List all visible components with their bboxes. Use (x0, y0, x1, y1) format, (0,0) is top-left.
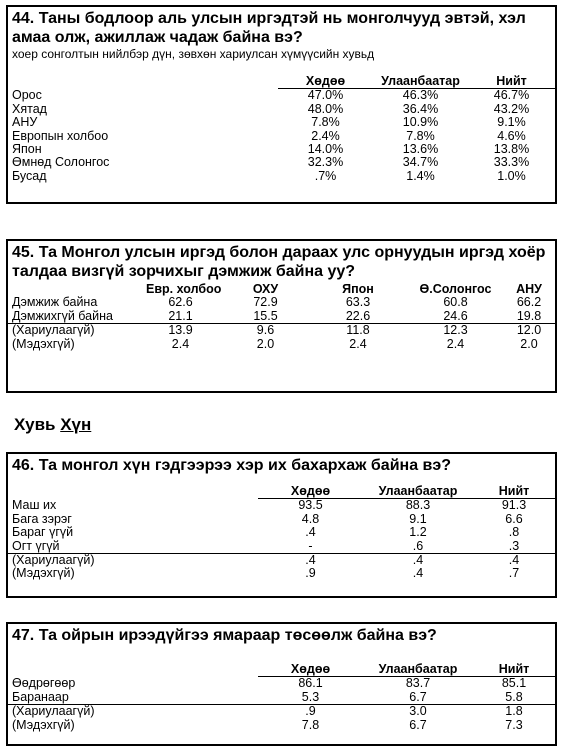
cell: 36.4% (402, 101, 439, 116)
cell: 9.1% (497, 115, 526, 130)
question-45-box (6, 239, 557, 393)
table-row (8, 540, 555, 554)
column-header: Ө.Солонгос (419, 282, 492, 296)
column-header: Хөдөө (258, 663, 363, 677)
cell: 1.8 (473, 705, 555, 719)
table-header-row (8, 75, 555, 89)
table-row (8, 513, 555, 526)
cell: 85.1 (501, 676, 527, 691)
table-row (8, 499, 555, 513)
cell: 86.1 (298, 676, 323, 691)
question-45-title: 45. Та Монгол улсын иргэд болон дараах улс орнуудын иргэд хоёр талдаа визгүй зорчихыг дэмжиж байна уу? (12, 244, 546, 280)
cell: 2.0 (520, 336, 538, 351)
question-44-subtitle: хоер сонголтын нийлбэр дүн, зөвхөн хариулсан хүмүүсийн хувьд (12, 47, 375, 61)
cell: 6.7 (409, 717, 427, 732)
table-row (8, 170, 555, 183)
cell: 13.6% (402, 142, 439, 157)
cell: 66.2 (516, 295, 542, 310)
cell: 2.4% (311, 128, 340, 143)
table-row (8, 156, 555, 169)
column-header: АНУ (516, 282, 542, 296)
cell: 7.8 (301, 717, 320, 732)
column-header: Хөдөө (278, 75, 373, 89)
cell: 46.3% (402, 88, 439, 103)
cell: 12.0 (503, 324, 555, 338)
question-46-table (8, 485, 555, 581)
row-label: (Мэдэхгүй) (12, 336, 75, 351)
cell: 5.8 (505, 689, 523, 704)
table-row (8, 103, 555, 116)
table-row (8, 691, 555, 705)
cell: 14.0% (307, 142, 344, 157)
cell: 12.3 (408, 324, 503, 338)
cell: .3 (508, 538, 520, 553)
column-header: Улаанбаатар (363, 663, 473, 677)
row-label: Япон (12, 142, 42, 157)
cell: 62.6 (168, 295, 193, 310)
table-row (8, 719, 555, 732)
cell: 7.8% (311, 115, 340, 130)
cell: 60.8 (443, 295, 468, 310)
table-row (8, 130, 555, 143)
cell: .6 (412, 538, 424, 553)
column-header: Улаанбаатар (363, 485, 473, 499)
section-heading (14, 415, 91, 435)
row-label: (Хариулаагүй) (8, 554, 258, 568)
question-47-box (6, 622, 557, 746)
cell: 91.3 (501, 498, 527, 513)
row-label: Европын холбоо (12, 128, 109, 143)
table-row (8, 324, 555, 338)
table-row (8, 143, 555, 156)
column-header: Нийт (473, 485, 555, 499)
cell: 19.8 (516, 308, 542, 323)
cell: 34.7% (402, 155, 439, 170)
row-label: (Хариулаагүй) (8, 324, 138, 338)
section-heading-underlined-word: Хүн (60, 415, 92, 434)
row-label: АНУ (12, 115, 38, 130)
cell: - (308, 538, 313, 553)
question-45-table (8, 283, 555, 351)
row-label: Орос (12, 88, 42, 103)
cell: 1.4% (406, 168, 435, 183)
row-label: (Хариулаагүй) (8, 705, 258, 719)
table-row (8, 89, 555, 103)
question-44-table (8, 75, 555, 183)
cell: 10.9% (402, 115, 439, 130)
cell: 7.3 (505, 717, 523, 732)
column-header: ОХУ (252, 282, 279, 296)
row-label: (Мэдэхгүй) (12, 566, 75, 581)
cell: 32.3% (307, 155, 344, 170)
cell: 93.5 (298, 498, 323, 513)
cell: .8 (508, 525, 520, 540)
row-label: Бараг үгүй (12, 525, 74, 540)
cell: 13.8% (493, 142, 530, 157)
table-row (8, 705, 555, 719)
table-row (8, 677, 555, 691)
cell: 9.6 (223, 324, 308, 338)
row-label: Баранаар (12, 689, 69, 704)
cell: 15.5 (253, 308, 278, 323)
cell: 3.0 (363, 705, 473, 719)
cell: 22.6 (345, 308, 371, 323)
cell: 7.8% (406, 128, 435, 143)
column-header: Нийт (473, 663, 555, 677)
row-label: Бусад (12, 168, 47, 183)
cell: .7 (508, 566, 520, 581)
row-label: Дэмжиж байна (12, 295, 98, 310)
row-label: Огт үгүй (12, 538, 60, 553)
column-header: Евр. холбоо (146, 282, 222, 296)
table-row (8, 554, 555, 568)
column-header: Хөдөө (258, 485, 363, 499)
question-46-title: 46. Та монгол хүн гэдгээрээ хэр их бахархаж байна вэ? (12, 457, 451, 474)
cell: .4 (363, 554, 473, 568)
column-header: Нийт (468, 75, 555, 89)
row-label: Өмнөд Солонгос (12, 155, 110, 170)
cell: .4 (412, 566, 424, 581)
cell: 6.6 (505, 511, 523, 526)
cell: 33.3% (493, 155, 530, 170)
table-header-row (8, 663, 555, 677)
cell: .7% (314, 168, 337, 183)
cell: 1.0% (497, 168, 526, 183)
table-header-row (8, 485, 555, 499)
row-label: Хятад (12, 101, 47, 116)
cell: 11.8 (308, 324, 408, 338)
cell: .9 (258, 705, 363, 719)
section-heading-word: Хувь (14, 415, 56, 434)
row-label: (Мэдэхгүй) (12, 717, 75, 732)
question-47-title: 47. Та ойрын ирээдүйгээ ямараар төсөөлж байна вэ? (12, 627, 437, 644)
question-47-table (8, 663, 555, 732)
cell: 43.2% (493, 101, 530, 116)
question-46-box (6, 452, 557, 598)
cell: .4 (473, 554, 555, 568)
table-header-row (8, 283, 555, 296)
cell: 47.0% (307, 88, 344, 103)
cell: 2.4 (446, 336, 465, 351)
cell: .4 (258, 554, 363, 568)
question-44-title: 44. Таны бодлоор аль улсын иргэдтэй нь монголчууд эвтэй, хэл амаа олж, ажиллаж чадаж байна вэ? (12, 10, 526, 46)
row-label: Маш их (12, 498, 57, 513)
table-row (8, 310, 555, 324)
row-label: Өөдрөгөөр (12, 676, 76, 691)
cell: 83.7 (405, 676, 431, 691)
cell: 24.6 (443, 308, 468, 323)
cell: 6.7 (409, 689, 427, 704)
cell: 4.6% (497, 128, 526, 143)
cell: 63.3 (345, 295, 371, 310)
cell: 13.9 (138, 324, 223, 338)
cell: 72.9 (253, 295, 278, 310)
cell: 21.1 (168, 308, 193, 323)
cell: 88.3 (405, 498, 431, 513)
cell: 4.8 (301, 511, 320, 526)
table-row (8, 526, 555, 539)
row-label: Дэмжихгүй байна (12, 308, 113, 323)
row-label: Бага зэрэг (12, 511, 72, 526)
cell: 2.0 (256, 336, 275, 351)
question-44-box (6, 5, 557, 204)
cell: .9 (305, 566, 316, 581)
column-header: Улаанбаатар (373, 75, 468, 89)
cell: .4 (305, 525, 316, 540)
cell: 2.4 (171, 336, 190, 351)
cell: 48.0% (307, 101, 344, 116)
cell: 1.2 (409, 525, 427, 540)
cell: 2.4 (349, 336, 367, 351)
table-row (8, 567, 555, 580)
cell: 46.7% (493, 88, 530, 103)
table-row (8, 116, 555, 129)
column-header: Япон (342, 282, 374, 296)
cell: 9.1 (409, 511, 427, 526)
table-row (8, 338, 555, 351)
table-row (8, 296, 555, 309)
cell: 5.3 (301, 689, 320, 704)
